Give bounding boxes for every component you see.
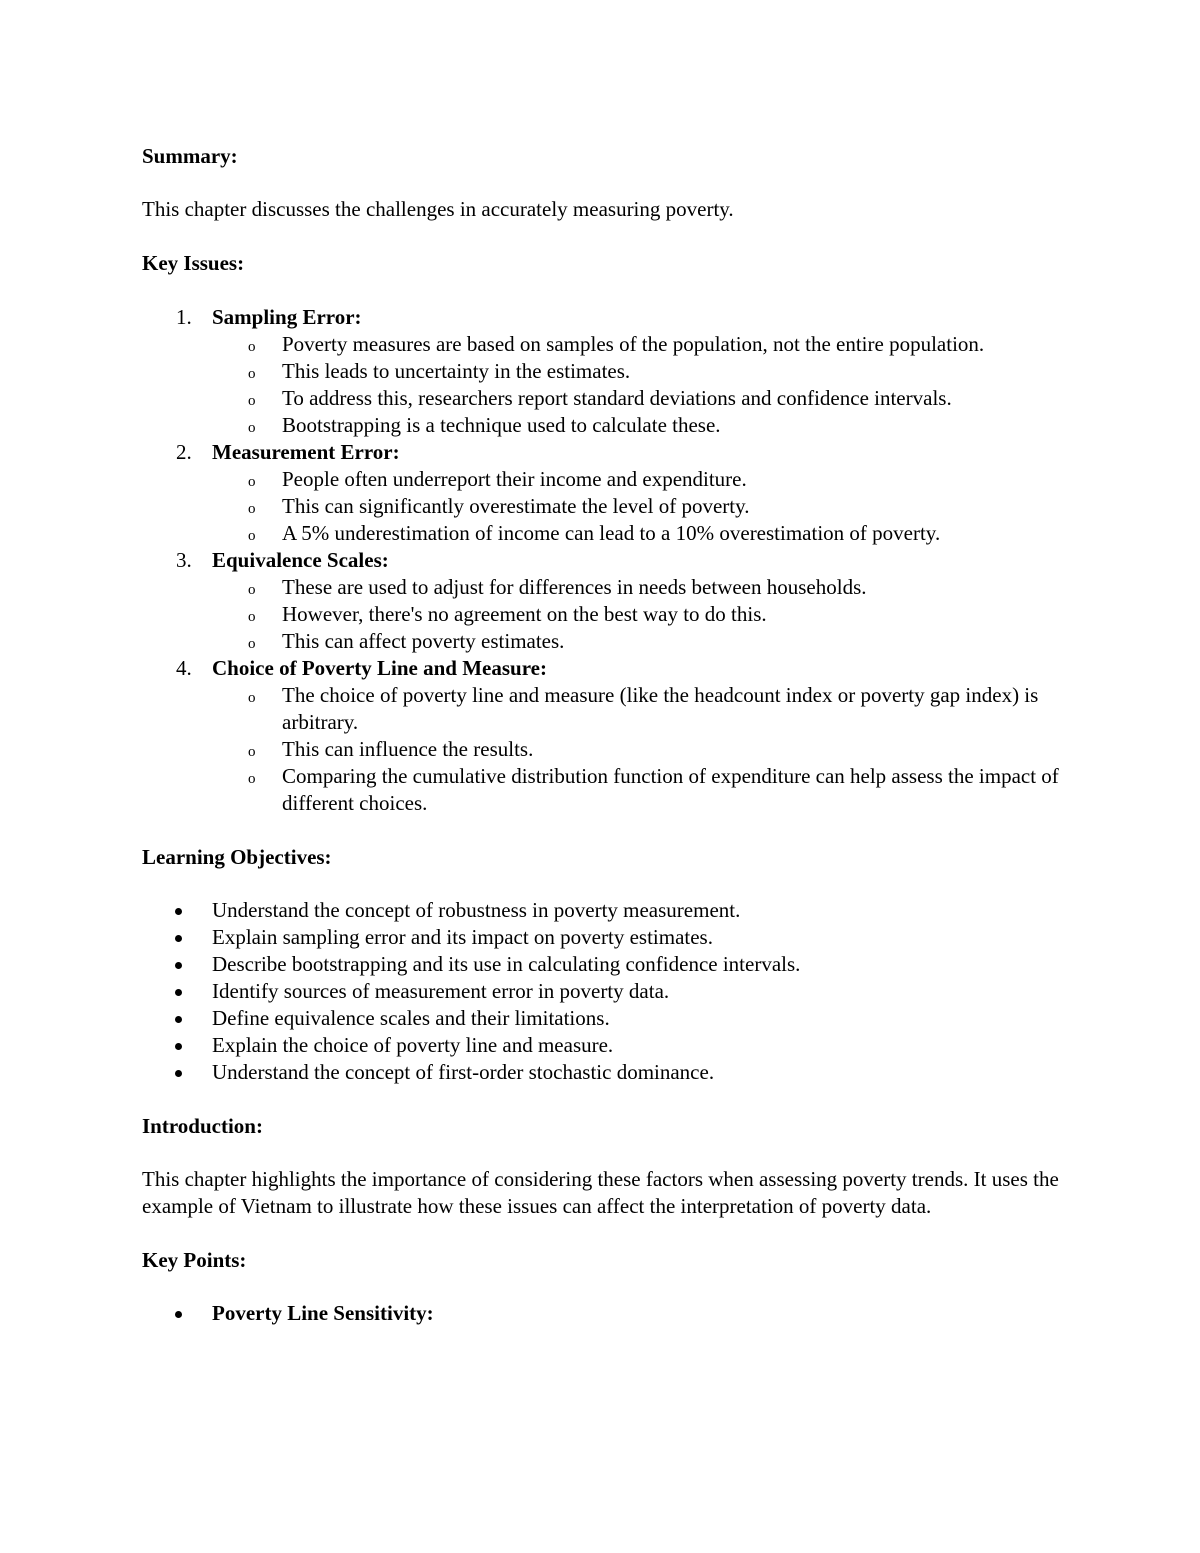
issue-title: Choice of Poverty Line and Measure: bbox=[212, 656, 547, 680]
list-item: Poverty Line Sensitivity: bbox=[142, 1300, 1072, 1327]
issue-point: o This can influence the results. bbox=[212, 736, 1072, 763]
summary-heading: Summary: bbox=[142, 144, 238, 168]
learning-objectives-heading: Learning Objectives: bbox=[142, 845, 332, 869]
circle-bullet-icon: o bbox=[248, 420, 256, 436]
issue-point: o A 5% underestimation of income can lead to a 10% overestimation of poverty. bbox=[212, 520, 1072, 547]
circle-bullet-icon: o bbox=[248, 501, 256, 517]
list-item: Understand the concept of first-order stochastic dominance. bbox=[142, 1059, 1072, 1086]
issue-points bbox=[212, 466, 1072, 547]
list-item: Explain the choice of poverty line and measure. bbox=[142, 1032, 1072, 1059]
circle-bullet-icon: o bbox=[248, 771, 256, 787]
issue-point: o Comparing the cumulative distribution function of expenditure can help assess the impact of different choices. bbox=[248, 764, 1059, 815]
issue-points bbox=[212, 331, 1072, 439]
issue-point: o The choice of poverty line and measure (like the headcount index or poverty gap index) is arbitrary. bbox=[248, 683, 1039, 734]
issue-points bbox=[212, 682, 1072, 817]
circle-bullet-icon: o bbox=[248, 582, 256, 598]
list-item: Explain sampling error and its impact on poverty estimates. bbox=[142, 924, 1072, 951]
key-issues-heading: Key Issues: bbox=[142, 251, 245, 275]
issue-point: o Bootstrapping is a technique used to calculate these. bbox=[212, 412, 1072, 439]
bullet-icon bbox=[175, 1016, 182, 1023]
issue-title: Measurement Error: bbox=[212, 440, 400, 464]
bullet-icon bbox=[175, 1070, 182, 1077]
bullet-icon bbox=[175, 989, 182, 996]
list-item: Define equivalence scales and their limitations. bbox=[142, 1005, 1072, 1032]
issue-item bbox=[142, 547, 1072, 655]
issue-number: 1. bbox=[176, 305, 192, 329]
issue-item bbox=[142, 304, 1072, 439]
issue-item bbox=[142, 439, 1072, 547]
issue-number: 3. bbox=[176, 548, 192, 572]
circle-bullet-icon: o bbox=[248, 474, 256, 490]
summary-text: This chapter discusses the challenges in accurately measuring poverty. bbox=[142, 197, 734, 221]
circle-bullet-icon: o bbox=[248, 393, 256, 409]
issue-point: o This leads to uncertainty in the estimates. bbox=[212, 358, 1072, 385]
circle-bullet-icon: o bbox=[248, 339, 256, 355]
issue-title: Equivalence Scales: bbox=[212, 548, 389, 572]
bullet-icon bbox=[175, 935, 182, 942]
circle-bullet-icon: o bbox=[248, 744, 256, 760]
introduction-text: This chapter highlights the importance of considering these factors when assessing poverty trends. It uses the example of Vietnam to illustrate how these issues can affect the interpretation of poverty data. bbox=[142, 1167, 1059, 1218]
issue-point: o People often underreport their income and expenditure. bbox=[212, 466, 1072, 493]
bullet-icon bbox=[175, 1311, 182, 1318]
issue-title: Sampling Error: bbox=[212, 305, 362, 329]
issue-point: o However, there's no agreement on the best way to do this. bbox=[212, 601, 1072, 628]
introduction-heading: Introduction: bbox=[142, 1114, 263, 1138]
bullet-icon bbox=[175, 962, 182, 969]
issue-point: o Poverty measures are based on samples of the population, not the entire population. bbox=[212, 331, 1072, 358]
learning-objectives-list bbox=[142, 897, 1072, 1086]
issue-point: o This can affect poverty estimates. bbox=[212, 628, 1072, 655]
issue-number: 2. bbox=[176, 440, 192, 464]
issue-number: 4. bbox=[176, 656, 192, 680]
issue-points bbox=[212, 574, 1072, 655]
issue-item bbox=[142, 655, 1072, 817]
bullet-icon bbox=[175, 908, 182, 915]
circle-bullet-icon: o bbox=[248, 609, 256, 625]
issue-point: o This can significantly overestimate the level of poverty. bbox=[212, 493, 1072, 520]
bullet-icon bbox=[175, 1043, 182, 1050]
circle-bullet-icon: o bbox=[248, 528, 256, 544]
key-points-list bbox=[142, 1300, 1072, 1327]
circle-bullet-icon: o bbox=[248, 636, 256, 652]
key-points-heading: Key Points: bbox=[142, 1248, 247, 1272]
circle-bullet-icon: o bbox=[248, 690, 256, 706]
document-content bbox=[142, 143, 1072, 1327]
circle-bullet-icon: o bbox=[248, 366, 256, 382]
key-issues-list bbox=[142, 304, 1072, 817]
issue-point: o To address this, researchers report standard deviations and confidence intervals. bbox=[212, 385, 1072, 412]
list-item: Identify sources of measurement error in poverty data. bbox=[142, 978, 1072, 1005]
list-item: Understand the concept of robustness in poverty measurement. bbox=[142, 897, 1072, 924]
issue-point: o These are used to adjust for differences in needs between households. bbox=[212, 574, 1072, 601]
list-item: Describe bootstrapping and its use in calculating confidence intervals. bbox=[142, 951, 1072, 978]
